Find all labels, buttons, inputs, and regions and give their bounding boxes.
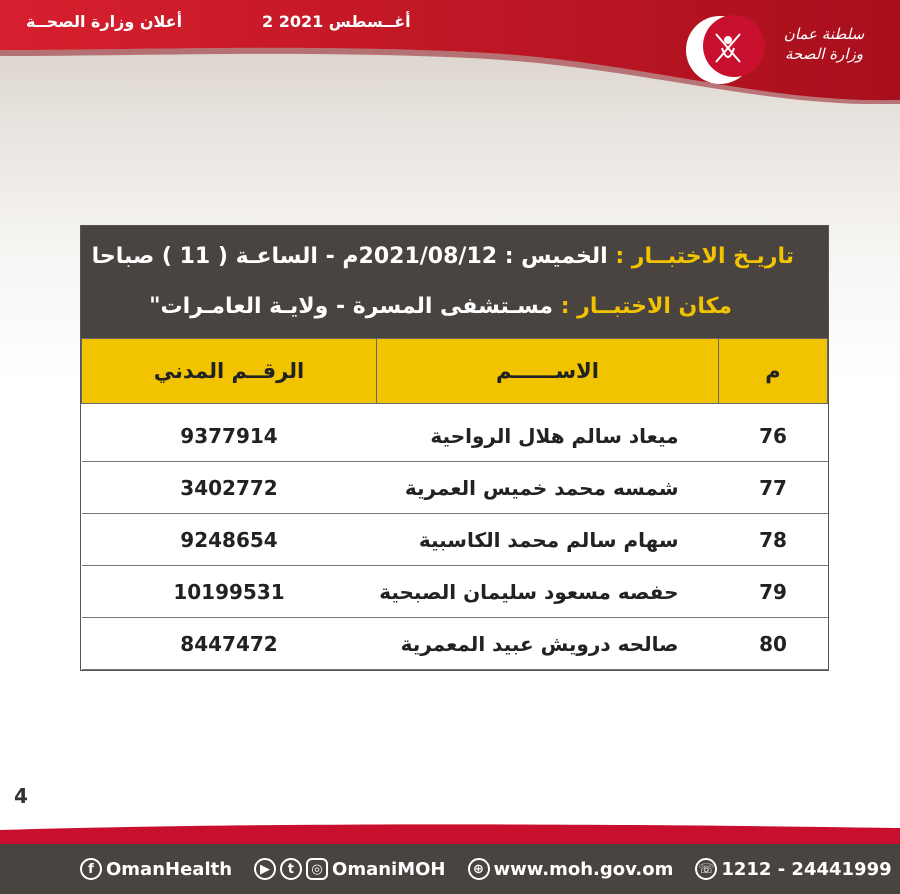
website-url: www.moh.gov.om xyxy=(493,858,674,880)
header-date: 2 أغــسطس 2021 xyxy=(262,12,411,31)
logo-text-country: سلطنة عمان xyxy=(783,25,865,43)
social-handle: OmaniMOH xyxy=(332,858,446,880)
phone-link[interactable] xyxy=(695,858,891,880)
table-row xyxy=(82,566,828,618)
row-civil-number: 9377914 xyxy=(82,410,377,462)
instagram-icon: ◎ xyxy=(306,858,328,880)
row-number: 79 xyxy=(719,566,828,618)
row-civil-number: 3402772 xyxy=(82,462,377,514)
table-row xyxy=(82,514,828,566)
social-links[interactable] xyxy=(254,858,445,880)
row-civil-number: 9248654 xyxy=(82,514,377,566)
candidates-table xyxy=(81,338,828,670)
youtube-icon: ▶ xyxy=(254,858,276,880)
row-number: 80 xyxy=(719,618,828,670)
row-name: سهام سالم محمد الكاسبية xyxy=(377,514,719,566)
facebook-handle: OmanHealth xyxy=(106,858,233,880)
globe-icon: ⊕ xyxy=(468,858,490,880)
website-link[interactable] xyxy=(468,858,674,880)
exam-place-label: مكان الاختبــار : xyxy=(560,294,732,319)
row-number: 76 xyxy=(719,410,828,462)
page-number: 4 xyxy=(14,784,28,808)
facebook-icon: f xyxy=(80,858,102,880)
logo-text-ministry: وزارة الصحة xyxy=(785,45,863,63)
table-row xyxy=(82,462,828,514)
row-name: ميعاد سالم هلال الرواحية xyxy=(377,410,719,462)
exam-date-value: الخميس : 2021/08/12م - الساعـة ( 11 ) صباحا xyxy=(91,244,608,269)
exam-place-line xyxy=(149,294,732,319)
exam-date-line xyxy=(92,244,794,269)
phone-icon: ☏ xyxy=(695,858,717,880)
header-civil-number: الرقــم المدني xyxy=(82,339,377,404)
twitter-icon: t xyxy=(280,858,302,880)
footer-red-band xyxy=(0,824,900,846)
table-header-row xyxy=(82,339,828,404)
exam-place-value: مسـتشفى المسرة - ولايـة العامـرات" xyxy=(149,294,554,319)
table-row xyxy=(82,410,828,462)
table-row xyxy=(82,618,828,670)
phone-number: 1212 - 24441999 xyxy=(721,858,892,880)
ministry-logo xyxy=(682,10,882,90)
exam-info-panel xyxy=(81,226,828,338)
header-name: الاســــــم xyxy=(377,339,719,404)
facebook-link[interactable] xyxy=(80,858,232,880)
header-title: أعلان وزارة الصحــة xyxy=(26,12,183,31)
exam-date-label: تاريـخ الاختبــار : xyxy=(615,244,794,269)
footer-contacts xyxy=(80,854,900,884)
exam-table xyxy=(80,225,829,671)
row-name: حفصه مسعود سليمان الصبحية xyxy=(377,566,719,618)
footer xyxy=(0,824,900,894)
row-name: شمسه محمد خميس العمرية xyxy=(377,462,719,514)
row-number: 77 xyxy=(719,462,828,514)
row-number: 78 xyxy=(719,514,828,566)
row-civil-number: 10199531 xyxy=(82,566,377,618)
row-civil-number: 8447472 xyxy=(82,618,377,670)
header-number: م xyxy=(719,339,828,404)
row-name: صالحه درويش عبيد المعمرية xyxy=(377,618,719,670)
